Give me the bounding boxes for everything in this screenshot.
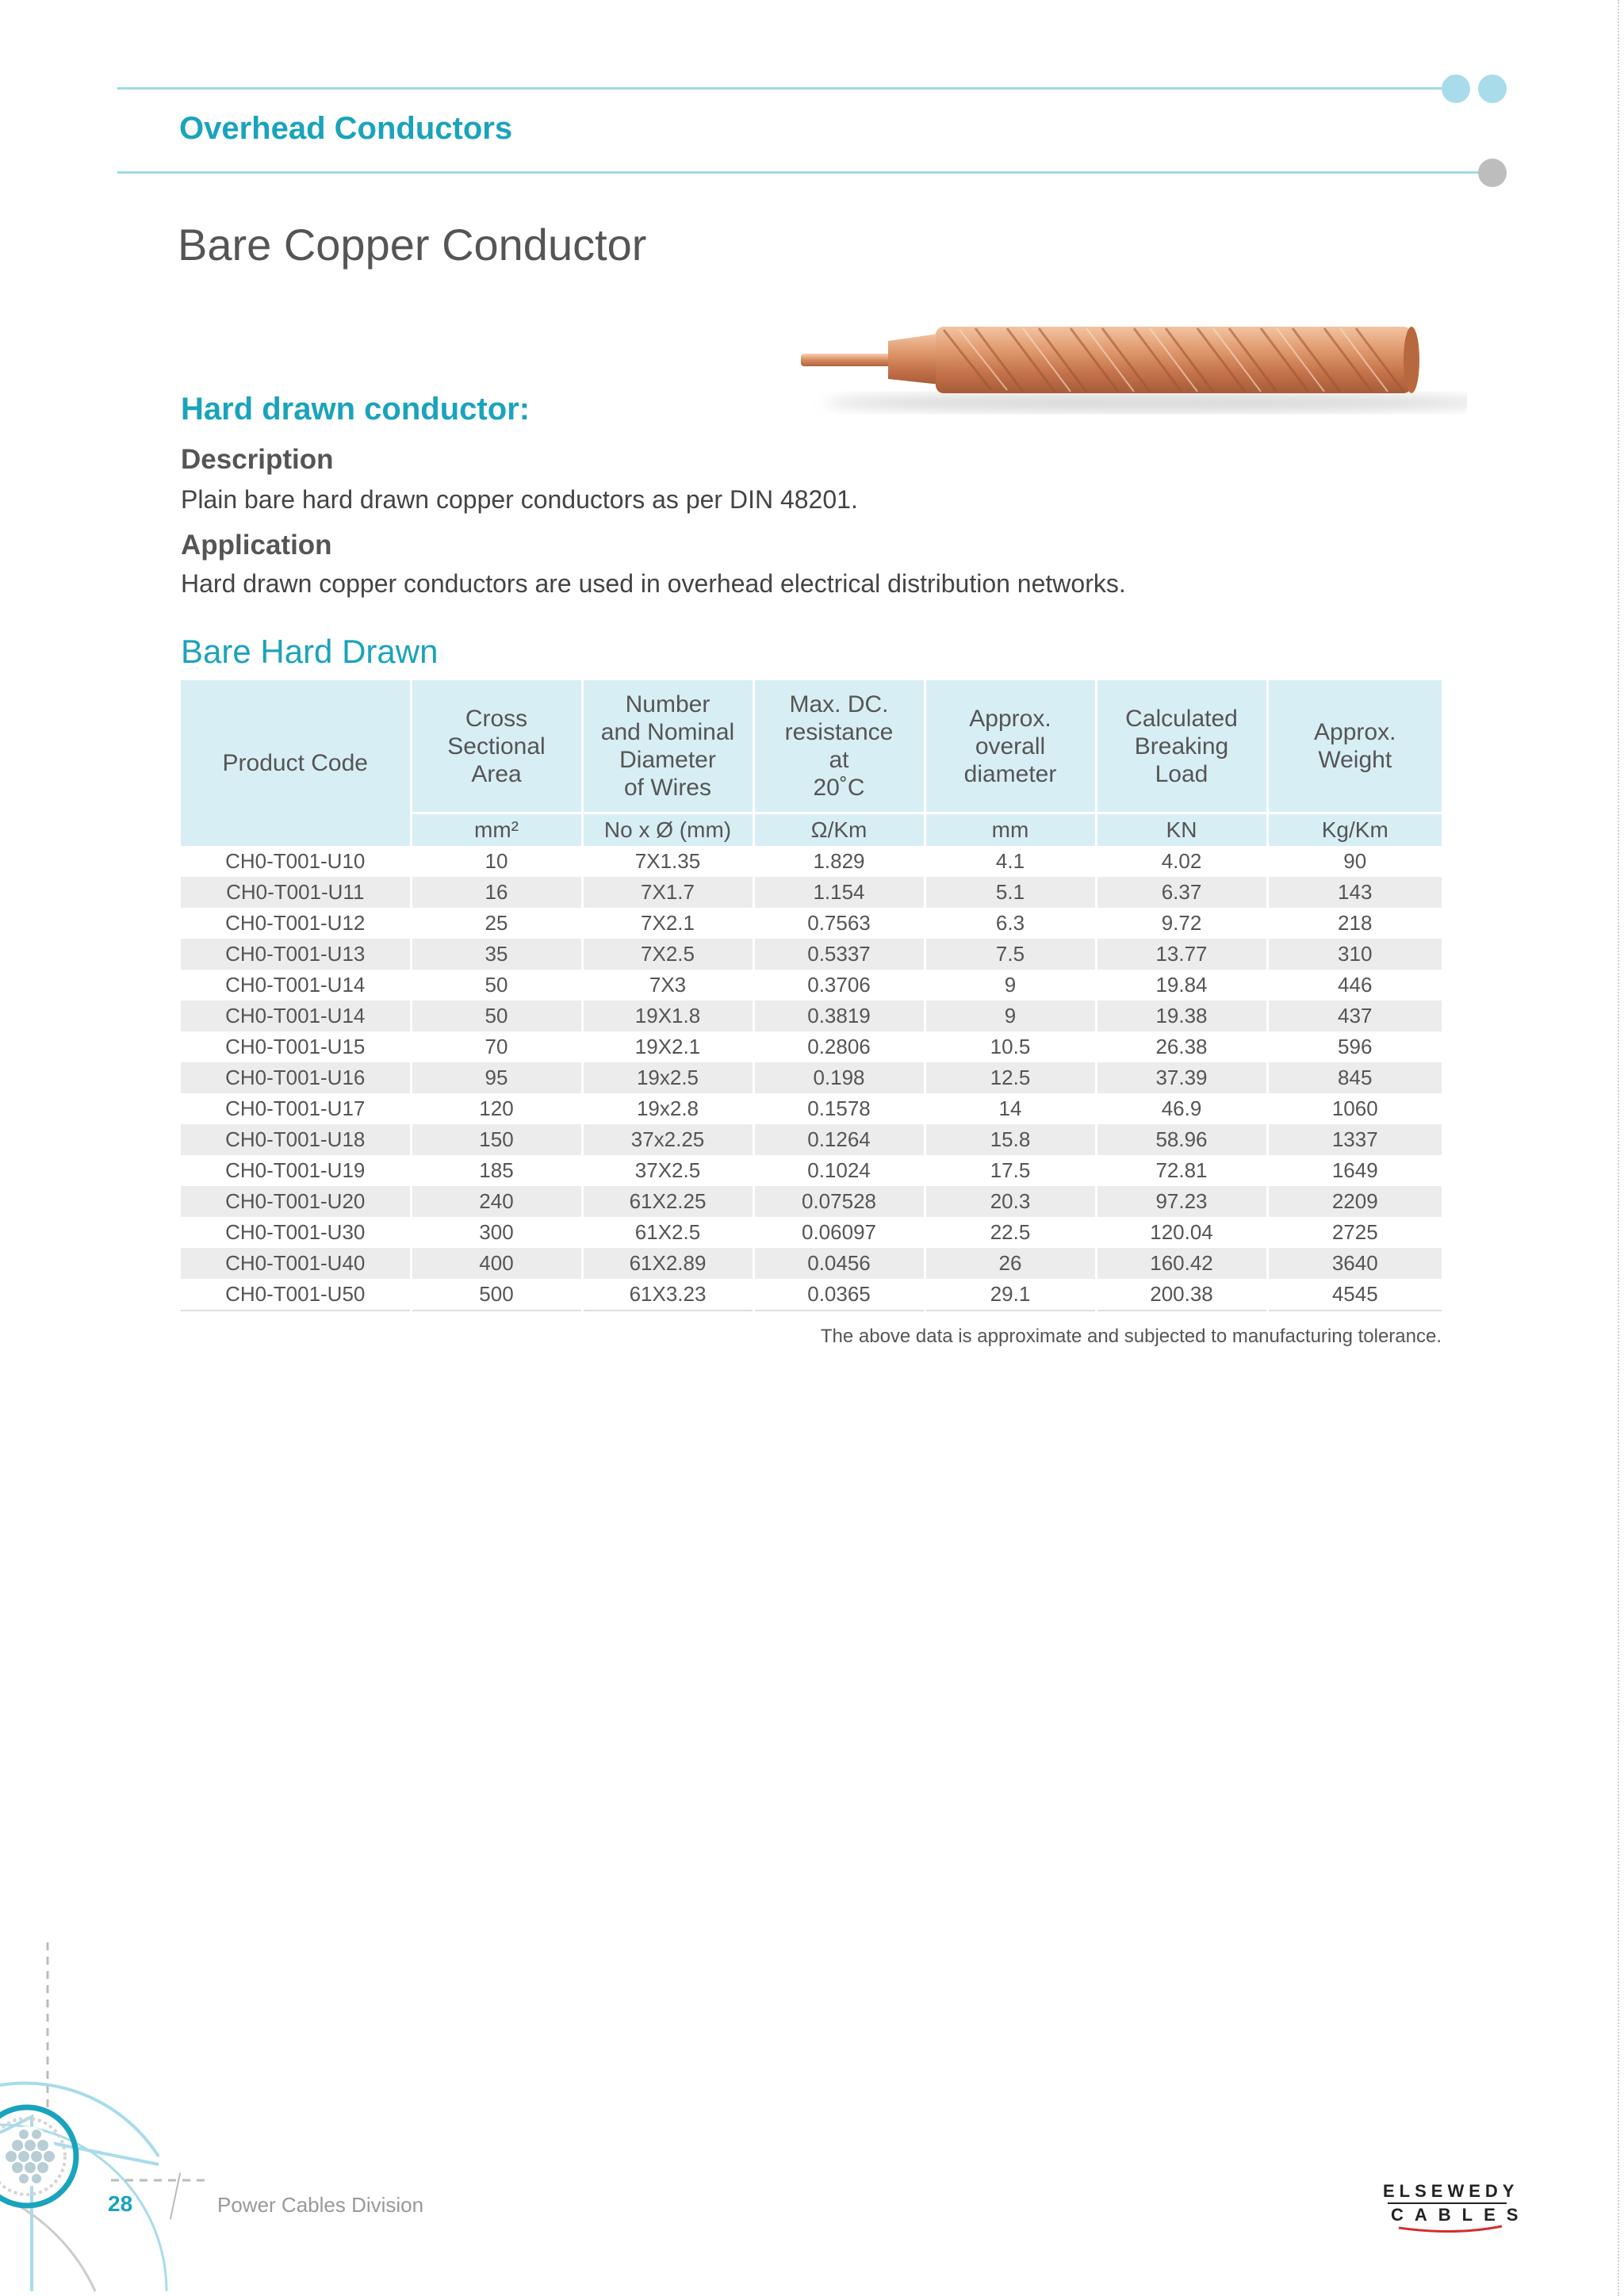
table-cell: 97.23 — [1096, 1186, 1267, 1217]
page-number: 28 — [108, 2191, 133, 2216]
header-dot-gray — [1478, 159, 1507, 187]
table-cell: 3640 — [1267, 1248, 1442, 1279]
elsewedy-logo — [1383, 2181, 1530, 2234]
table-cell: 0.7563 — [753, 908, 925, 939]
header-max-dc-resistance: Max. DC. resistance at 20˚C — [753, 680, 925, 813]
logo-top-text: ELSEWEDY — [1383, 2181, 1519, 2201]
table-cell: 7X3 — [582, 970, 753, 1001]
table-cell: CH0-T001-U40 — [181, 1248, 411, 1279]
table-cell: 16 — [411, 877, 582, 908]
table-cell: 0.3706 — [753, 970, 925, 1001]
table-cell: 500 — [411, 1279, 582, 1311]
table-cell: CH0-T001-U15 — [181, 1031, 411, 1062]
header-dot-2 — [1478, 75, 1507, 103]
table-cell: 0.198 — [753, 1062, 925, 1093]
table-cell: 7X1.35 — [582, 846, 753, 877]
table-cell: 2725 — [1331, 1220, 1378, 1244]
table-cell: 61X2.25 — [582, 1186, 753, 1217]
table-cell: 37.39 — [1096, 1062, 1267, 1093]
table-cell: 1.829 — [753, 846, 925, 877]
unit-diameter: mm — [925, 813, 1096, 847]
table-cell: 845 — [1267, 1062, 1442, 1093]
table-cell: 120 — [411, 1093, 582, 1124]
table-cell: CH0-T001-U30 — [181, 1217, 411, 1248]
unit-area: mm² — [411, 813, 582, 847]
table-row — [181, 1031, 1442, 1062]
unit-wires: No x Ø (mm) — [582, 813, 753, 847]
table-cell: 0.06097 — [753, 1217, 925, 1248]
logo-bottom-text: CABLES — [1391, 2205, 1530, 2225]
table-cell: 0.5337 — [753, 939, 925, 970]
table-cell: 20.3 — [925, 1186, 1096, 1217]
table-cell: 61X3.23 — [582, 1279, 753, 1311]
table-cell: 5.1 — [925, 877, 1096, 908]
table-cell: 46.9 — [1096, 1093, 1267, 1124]
table-cell: 150 — [411, 1124, 582, 1155]
table-cell: 310 — [1267, 939, 1442, 970]
table-cell: 446 — [1338, 973, 1373, 997]
table-cell: 0.1024 — [753, 1155, 925, 1186]
table-cell: 26 — [925, 1248, 1096, 1279]
logo-swoosh — [1383, 2225, 1511, 2234]
header-dot-1 — [1442, 75, 1470, 103]
table-cell: 15.8 — [925, 1124, 1096, 1155]
table-cell: 37x2.25 — [582, 1124, 753, 1155]
unit-load: KN — [1096, 813, 1267, 847]
table-cell: 9.72 — [1096, 908, 1267, 939]
spec-table — [181, 680, 1442, 1311]
table-cell: 72.81 — [1096, 1155, 1267, 1186]
division-name: Power Cables Division — [217, 2193, 424, 2217]
header-number-diameter-wires: Number and Nominal Diameter of Wires — [582, 680, 753, 813]
table-cell: 0.2806 — [753, 1031, 925, 1062]
unit-weight: Kg/Km — [1267, 813, 1442, 847]
table-cell: 9 — [925, 970, 1096, 1001]
header-breaking-load: Calculated Breaking Load — [1096, 680, 1267, 813]
table-cell: 200.38 — [1096, 1279, 1267, 1311]
table-cell: 400 — [411, 1248, 582, 1279]
table-cell: 17.5 — [925, 1155, 1096, 1186]
table-cell: 19.38 — [1096, 1001, 1267, 1031]
table-cell: 596 — [1338, 1035, 1373, 1058]
table-row — [181, 939, 1442, 970]
table-row — [181, 1001, 1442, 1031]
edge-dotted-line — [1618, 0, 1619, 2296]
table-cell: 58.96 — [1096, 1124, 1267, 1155]
table-cell: 7X2.5 — [582, 939, 753, 970]
table-cell: 19X2.1 — [582, 1031, 753, 1062]
table-row — [181, 877, 1442, 908]
table-cell: 95 — [411, 1062, 582, 1093]
table-row — [181, 1217, 1442, 1248]
table-cell: 1060 — [1331, 1096, 1378, 1120]
table-cell: 143 — [1267, 877, 1442, 908]
table-row — [181, 1124, 1442, 1155]
table-cell: 10.5 — [925, 1031, 1096, 1062]
table-cell: 25 — [411, 908, 582, 939]
table-cell: CH0-T001-U20 — [181, 1186, 411, 1217]
table-cell: 50 — [411, 970, 582, 1001]
table-cell: 61X2.5 — [582, 1217, 753, 1248]
copper-conductor-image — [785, 309, 1467, 428]
table-cell: 7X2.1 — [582, 908, 753, 939]
table-cell: 61X2.89 — [582, 1248, 753, 1279]
header-product-code: Product Code — [181, 680, 411, 846]
table-cell: 22.5 — [925, 1217, 1096, 1248]
table-header-row — [181, 680, 1442, 813]
table-cell: 35 — [411, 939, 582, 970]
table-cell: 4545 — [1267, 1279, 1442, 1311]
table-cell: CH0-T001-U18 — [181, 1124, 411, 1155]
table-cell: 50 — [411, 1001, 582, 1031]
table-cell: 13.77 — [1096, 939, 1267, 970]
table-cell: 10 — [411, 846, 582, 877]
table-cell: CH0-T001-U17 — [181, 1093, 411, 1124]
table-cell: 19x2.8 — [582, 1093, 753, 1124]
table-row — [181, 908, 1442, 939]
header-rule-bottom — [117, 171, 1491, 174]
table-cell: 26.38 — [1096, 1031, 1267, 1062]
page-title: Bare Copper Conductor — [178, 220, 647, 270]
cable-cross-section-graphic — [0, 1927, 222, 2296]
table-cell: 7X1.7 — [582, 877, 753, 908]
table-cell: 437 — [1267, 1001, 1442, 1031]
section-title: Overhead Conductors — [179, 111, 513, 146]
table-cell: 1337 — [1267, 1124, 1442, 1155]
table-cell: CH0-T001-U10 — [181, 846, 411, 877]
table-cell: 37X2.5 — [582, 1155, 753, 1186]
table-row — [181, 846, 1442, 877]
table-cell: 90 — [1343, 849, 1367, 873]
table-cell: 19X1.8 — [582, 1001, 753, 1031]
table-cell: 4.02 — [1096, 846, 1267, 877]
table-cell: 4.1 — [925, 846, 1096, 877]
table-row — [181, 1093, 1442, 1124]
table-cell: 70 — [411, 1031, 582, 1062]
table-cell: 0.1264 — [753, 1124, 925, 1155]
table-body — [181, 846, 1442, 1311]
table-cell: 300 — [411, 1217, 582, 1248]
table-cell: 120.04 — [1096, 1217, 1267, 1248]
table-cell: CH0-T001-U14 — [181, 970, 411, 1001]
table-row — [181, 1186, 1442, 1217]
table-cell: 160.42 — [1096, 1248, 1267, 1279]
table-cell: 1.154 — [753, 877, 925, 908]
table-cell: 19x2.5 — [582, 1062, 753, 1093]
product-heading: Hard drawn conductor: — [181, 392, 530, 427]
table-cell: CH0-T001-U14 — [181, 1001, 411, 1031]
table-cell: 7.5 — [925, 939, 1096, 970]
table-cell: 0.0456 — [753, 1248, 925, 1279]
table-row — [181, 970, 1442, 1001]
header-overall-diameter: Approx. overall diameter — [925, 680, 1096, 813]
table-cell: 14 — [925, 1093, 1096, 1124]
header-cross-sectional-area: Cross Sectional Area — [411, 680, 582, 813]
application-text: Hard drawn copper conductors are used in overhead electrical distribution networks. — [181, 569, 1126, 598]
table-cell: 0.1578 — [753, 1093, 925, 1124]
table-cell: CH0-T001-U16 — [181, 1062, 411, 1093]
header-weight: Approx. Weight — [1267, 680, 1442, 813]
application-label: Application — [181, 530, 332, 561]
description-label: Description — [181, 444, 334, 475]
table-cell: 0.07528 — [753, 1186, 925, 1217]
table-cell: 240 — [411, 1186, 582, 1217]
header-rule-top — [117, 87, 1457, 90]
table-cell: 2209 — [1267, 1186, 1442, 1217]
table-row — [181, 1062, 1442, 1093]
table-cell: 19.84 — [1096, 970, 1267, 1001]
table-cell: 29.1 — [925, 1279, 1096, 1311]
table-cell: 6.3 — [925, 908, 1096, 939]
table-row — [181, 1248, 1442, 1279]
table-row — [181, 1155, 1442, 1186]
table-cell: CH0-T001-U50 — [181, 1279, 411, 1311]
table-row — [181, 1279, 1442, 1311]
logo-divider — [1388, 2202, 1507, 2204]
description-text: Plain bare hard drawn copper conductors as per DIN 48201. — [181, 485, 858, 514]
table-cell: 185 — [411, 1155, 582, 1186]
table-cell: 1649 — [1331, 1158, 1378, 1182]
table-cell: CH0-T001-U12 — [181, 908, 411, 939]
table-cell: 6.37 — [1096, 877, 1267, 908]
table-cell: 9 — [925, 1001, 1096, 1031]
table-title: Bare Hard Drawn — [181, 633, 439, 670]
table-cell: 12.5 — [925, 1062, 1096, 1093]
table-cell: CH0-T001-U11 — [181, 877, 411, 908]
unit-resistance: Ω/Km — [753, 813, 925, 847]
table-cell: CH0-T001-U19 — [181, 1155, 411, 1186]
table-cell: CH0-T001-U13 — [181, 939, 411, 970]
table-cell: 0.3819 — [753, 1001, 925, 1031]
table-cell: 0.0365 — [753, 1279, 925, 1311]
table-cell: 218 — [1338, 911, 1373, 935]
tolerance-note: The above data is approximate and subjected to manufacturing tolerance. — [820, 1326, 1442, 1347]
